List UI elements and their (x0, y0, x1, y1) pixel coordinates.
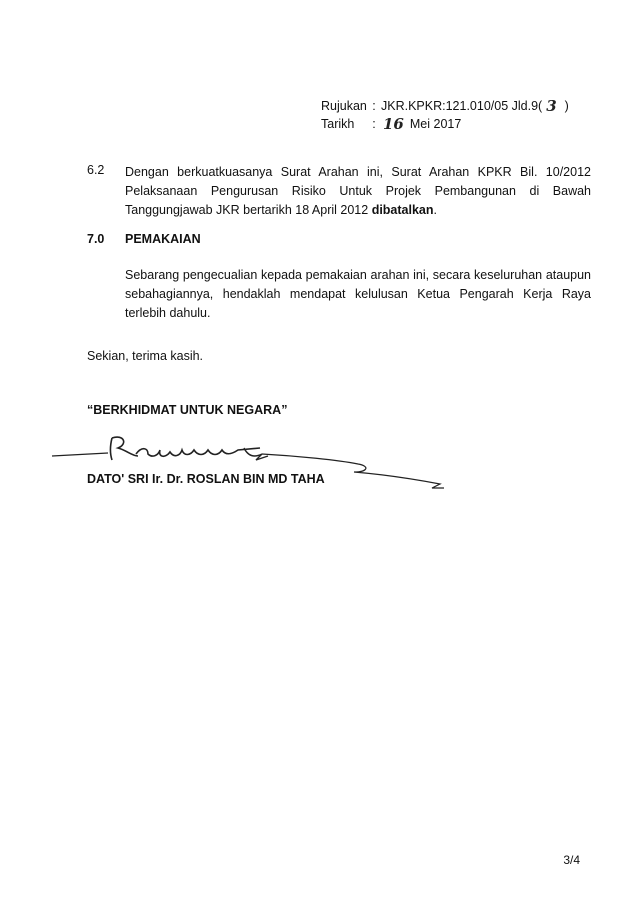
tarikh-month-year: Mei 2017 (409, 117, 462, 131)
section-6-2-period: . (433, 203, 437, 217)
reference-block (321, 97, 569, 133)
section-number-7-0: 7.0 (87, 232, 105, 246)
section-7-paragraph: Sebarang pengecualian kepada pemakaian arahan ini, secara keseluruhan ataupun sebahagiannya, hendaklah mendapat kelulusan Ketua Pengarah Kerja Raya terlebih dahulu. (125, 268, 591, 320)
tarikh-handwritten-day: 16 (383, 115, 404, 133)
motto: “BERKHIDMAT UNTUK NEGARA” (87, 403, 288, 417)
section-6-2-bold-word: dibatalkan (371, 203, 434, 217)
section-number-6-2: 6.2 (87, 163, 105, 177)
rujukan-handwritten-number: 3 (546, 97, 557, 115)
rujukan-close: ) (564, 99, 569, 113)
tarikh-row (321, 115, 569, 133)
colon: : (372, 117, 376, 131)
signatory-name: DATO' SRI Ir. Dr. ROSLAN BIN MD TAHA (87, 472, 325, 486)
rujukan-row (321, 97, 569, 115)
tarikh-label: Tarikh (321, 117, 355, 131)
section-6-2-paragraph (125, 163, 591, 220)
rujukan-value: JKR.KPKR:121.010/05 Jld.9( (381, 99, 543, 113)
rujukan-label: Rujukan (321, 99, 367, 113)
page-number: 3/4 (563, 853, 580, 867)
section-7-title: PEMAKAIAN (125, 232, 201, 246)
colon: : (372, 99, 376, 113)
closing-text: Sekian, terima kasih. (87, 349, 204, 363)
section-6-2-text: Dengan berkuatkuasanya Surat Arahan ini, Surat Arahan KPKR Bil. 10/2012 Pelaksanaan Pengurusan Risiko Untuk Projek Pembangunan di Bawah Tanggungjawab JKR bertarikh 18 April 2012 (125, 165, 591, 217)
